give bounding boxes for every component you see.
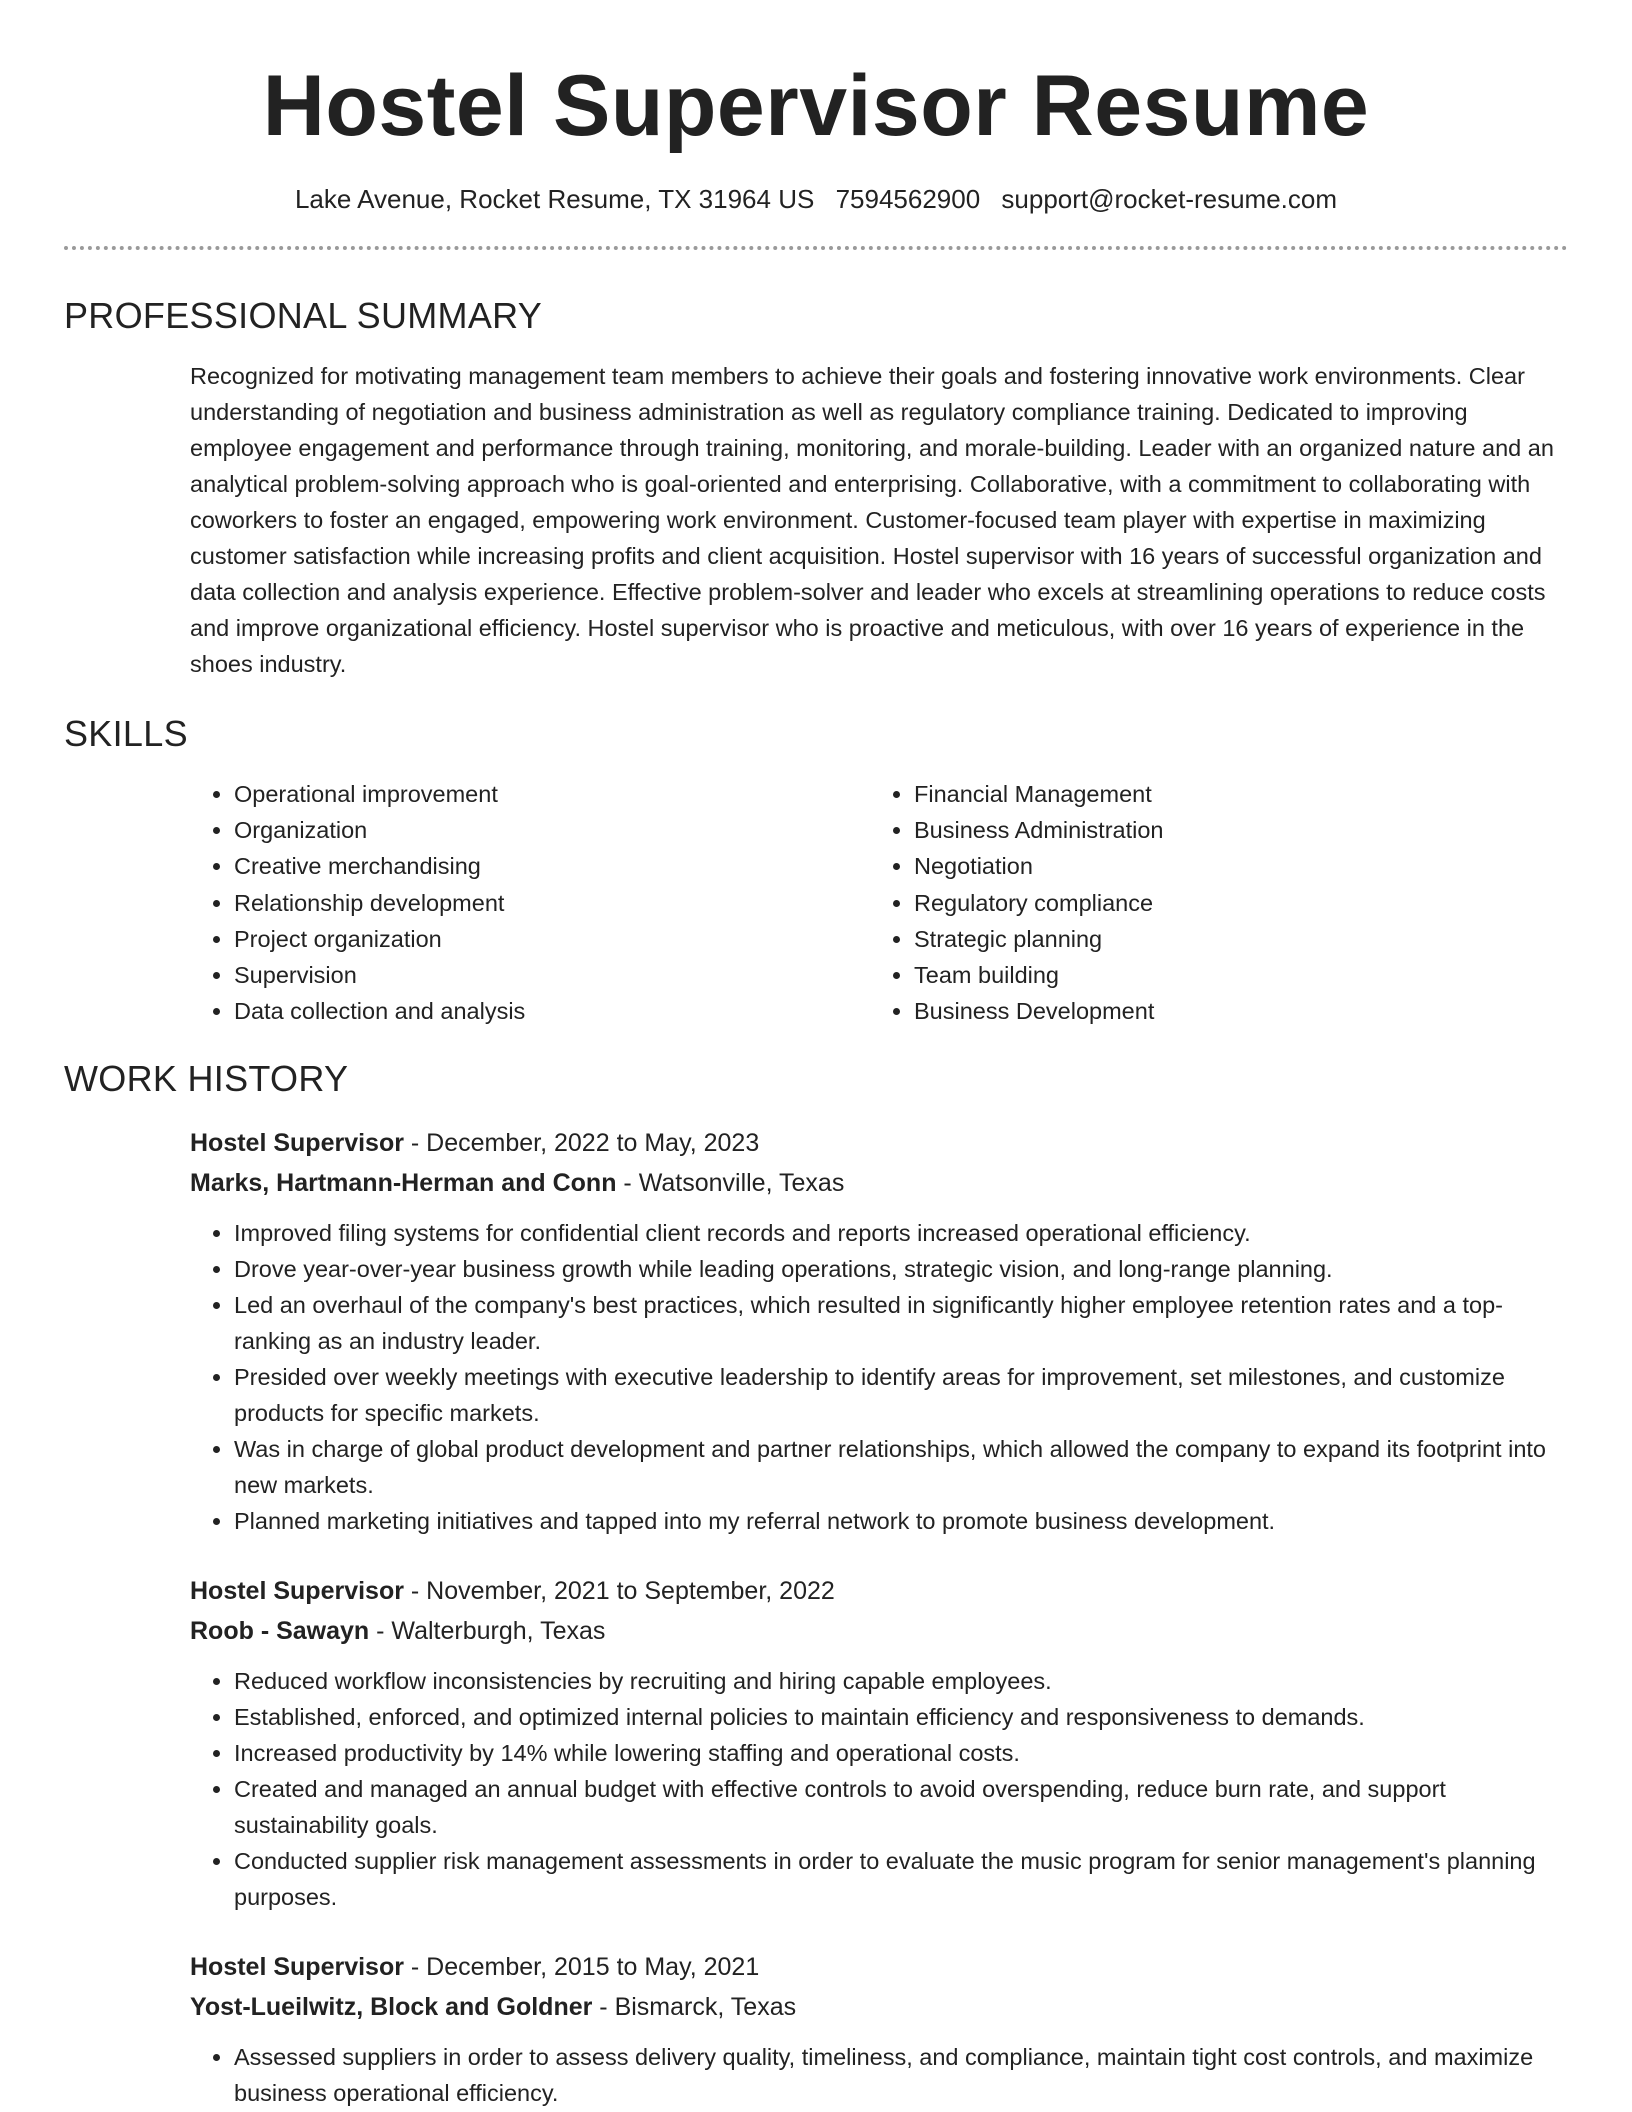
job-bullet: • Drove year-over-year business growth while leading operations, strategic vision, and long-range planning. xyxy=(234,1251,1568,1287)
job-role: Hostel Supervisor xyxy=(190,1577,404,1606)
job-role: Hostel Supervisor xyxy=(190,1129,404,1158)
header-divider xyxy=(64,246,1568,250)
skills-heading: SKILLS xyxy=(64,713,188,754)
job-bullet: • Planned marketing initiatives and tapped into my referral network to promote business development. xyxy=(234,1503,1568,1539)
job-bullets xyxy=(190,1215,1568,1539)
job-bullet: • Led an overhaul of the company's best practices, which resulted in significantly higher employee retention rates and a top-ranking as an industry leader. xyxy=(234,1287,1568,1359)
job-company-line: Roob - Sawayn - Walterburgh, Texas xyxy=(190,1617,606,1646)
skill-item: • Business Administration xyxy=(914,812,1554,848)
skills-column-left xyxy=(190,776,870,1029)
job-entry xyxy=(190,1571,1568,1915)
summary-heading: PROFESSIONAL SUMMARY xyxy=(64,295,543,336)
job-title-line: Hostel Supervisor - December, 2015 to May, 2021 xyxy=(190,1953,760,1982)
job-entry xyxy=(190,1947,1568,2111)
job-location: Walterburgh, Texas xyxy=(391,1617,606,1646)
job-location: Watsonville, Texas xyxy=(638,1169,845,1198)
job-title-line: Hostel Supervisor - December, 2022 to May, 2023 xyxy=(190,1129,760,1158)
job-bullet: • Established, enforced, and optimized internal policies to maintain efficiency and responsiveness to demands. xyxy=(234,1699,1568,1735)
skills-column-right xyxy=(870,776,1554,1029)
skill-item: • Business Development xyxy=(914,993,1554,1029)
job-title-line: Hostel Supervisor - November, 2021 to September, 2022 xyxy=(190,1577,835,1606)
skill-item: • Operational improvement xyxy=(234,776,870,812)
job-bullet: • Was in charge of global product development and partner relationships, which allowed the company to expand its footprint into new markets. xyxy=(234,1431,1568,1503)
job-company-line: Marks, Hartmann-Herman and Conn - Watsonville, Texas xyxy=(190,1169,845,1198)
job-bullets xyxy=(190,2039,1568,2111)
contact-line xyxy=(64,182,1568,216)
skill-item: • Team building xyxy=(914,957,1554,993)
job-company: Yost-Lueilwitz, Block and Goldner xyxy=(190,1993,593,2022)
job-bullet: • Increased productivity by 14% while lowering staffing and operational costs. xyxy=(234,1735,1568,1771)
job-role: Hostel Supervisor xyxy=(190,1953,404,1982)
contact-email: support@rocket-resume.com xyxy=(1001,184,1338,214)
skill-item: • Negotiation xyxy=(914,848,1554,884)
job-company: Roob - Sawayn xyxy=(190,1617,370,1646)
skill-item: • Financial Management xyxy=(914,776,1554,812)
skill-item: • Organization xyxy=(234,812,870,848)
summary-text: Recognized for motivating management team members to achieve their goals and fostering innovative work environments. Clear understanding of negotiation and business administration as well as regulatory compliance training. Dedicated to improving employee engagement and performance through training, monitoring, and morale-building. Leader with an organized nature and an analytical problem-solving approach who is goal-oriented and enterprising. Collaborative, with a commitment to collaborating with coworkers to foster an engaged, empowering work environment. Customer-focused team player with expertise in maximizing customer satisfaction while increasing profits and client acquisition. Hostel supervisor with 16 years of successful organization and data collection and analysis experience. Effective problem-solver and leader who excels at streamlining operations to reduce costs and improve organizational efficiency. Hostel supervisor who is proactive and meticulous, with over 16 years of experience in the shoes industry. xyxy=(190,363,1554,677)
job-company-line: Yost-Lueilwitz, Block and Goldner - Bismarck, Texas xyxy=(190,1993,797,2022)
job-bullet: • Created and managed an annual budget with effective controls to avoid overspending, reduce burn rate, and support sustainability goals. xyxy=(234,1771,1568,1843)
job-bullet: • Assessed suppliers in order to assess delivery quality, timeliness, and compliance, maintain tight cost controls, and maximize business operational efficiency. xyxy=(234,2039,1568,2111)
work-history-heading: WORK HISTORY xyxy=(64,1058,349,1100)
job-dates: December, 2015 to May, 2021 xyxy=(426,1953,760,1982)
job-bullets xyxy=(190,1663,1568,1915)
contact-phone: 7594562900 xyxy=(835,184,981,214)
job-bullet: • Presided over weekly meetings with executive leadership to identify areas for improvement, set milestones, and customize products for specific markets. xyxy=(234,1359,1568,1431)
job-bullet: • Conducted supplier risk management assessments in order to evaluate the music program for senior management's planning purposes. xyxy=(234,1843,1568,1915)
skill-item: • Creative merchandising xyxy=(234,848,870,884)
skill-item: • Strategic planning xyxy=(914,921,1554,957)
skills-list xyxy=(190,776,1568,1029)
skill-item: • Supervision xyxy=(234,957,870,993)
resume-page xyxy=(64,0,1568,2111)
job-entry xyxy=(190,1123,1568,1539)
job-bullet: • Reduced workflow inconsistencies by recruiting and hiring capable employees. xyxy=(234,1663,1568,1699)
skill-item: • Project organization xyxy=(234,921,870,957)
job-dates: December, 2022 to May, 2023 xyxy=(426,1129,760,1158)
job-location: Bismarck, Texas xyxy=(614,1993,797,2022)
job-bullet: • Improved filing systems for confidential client records and reports increased operational efficiency. xyxy=(234,1215,1568,1251)
contact-address: Lake Avenue, Rocket Resume, TX 31964 US xyxy=(294,184,815,214)
skill-item: • Data collection and analysis xyxy=(234,993,870,1029)
job-dates: November, 2021 to September, 2022 xyxy=(426,1577,835,1606)
resume-title: Hostel Supervisor Resume xyxy=(262,58,1370,154)
job-company: Marks, Hartmann-Herman and Conn xyxy=(190,1169,617,1198)
skill-item: • Relationship development xyxy=(234,885,870,921)
skill-item: • Regulatory compliance xyxy=(914,885,1554,921)
